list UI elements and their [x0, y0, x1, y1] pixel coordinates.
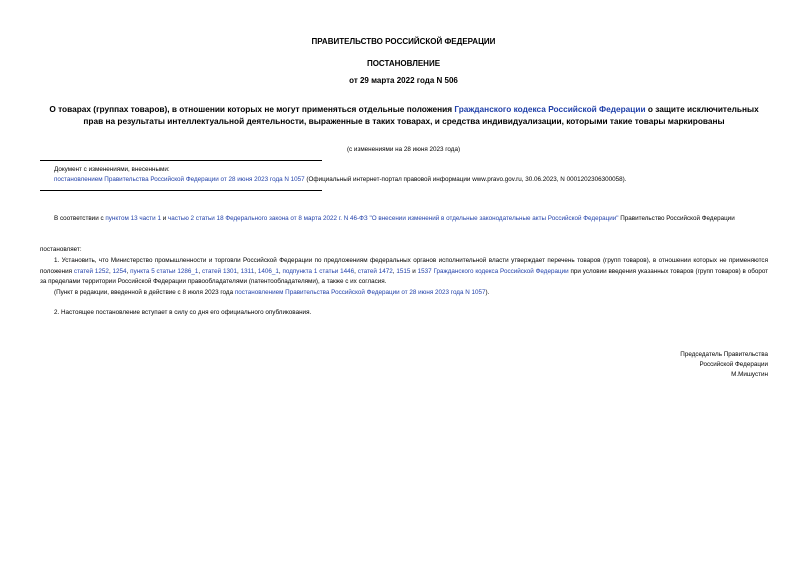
- item-text: 1. Установить, что Министерство промышленности и торговли Российской Федерации по предложениям федеральных органов исполнительной власти утверждает перечень товаров (групп товаров), в отношении которых не применяются положения: [40, 257, 768, 275]
- preamble-paragraph: [40, 214, 768, 225]
- item-1-edition-note: [40, 288, 768, 299]
- item-text: ,: [198, 267, 203, 275]
- preamble-text: Правительство Российской Федерации: [618, 215, 735, 222]
- amendment-link[interactable]: постановлением Правительства Российской Федерации от 28 июня 2023 года N 1057: [54, 176, 305, 183]
- signature-role-1: Председатель Правительства: [680, 351, 768, 358]
- item-text: ,: [254, 267, 258, 275]
- article-link[interactable]: статей 1472: [357, 267, 393, 275]
- article-link[interactable]: 1515: [396, 267, 411, 275]
- item-text: при условии введения указанных товаров (групп товаров) в оборот за пределами территории Российской Федерации правообладателями (патентообладателями), а также с их согласия.: [40, 267, 769, 285]
- article-link[interactable]: 1254: [112, 267, 127, 275]
- resolves-label: постановляет:: [40, 246, 82, 253]
- item-text: ,: [392, 267, 397, 275]
- article-link[interactable]: 1311: [240, 267, 255, 275]
- divider-bottom: [40, 190, 322, 191]
- signature-role-2: Российской Федерации: [699, 361, 768, 368]
- preamble-text: В соответствии с: [54, 215, 106, 222]
- item-text: ,: [237, 267, 241, 275]
- item-text: и: [410, 267, 418, 275]
- item-text: ,: [278, 267, 283, 275]
- article-link[interactable]: 1406_1: [257, 267, 279, 275]
- document-date-number: от 29 марта 2022 года N 506: [349, 76, 458, 85]
- changes-line: [54, 175, 774, 186]
- preamble-text: и: [160, 215, 168, 222]
- note-text: (Пункт в редакции, введенной в действие с 8 июля 2023 года: [54, 289, 235, 296]
- article-link[interactable]: статей 1301: [202, 267, 238, 275]
- item-2-paragraph: 2. Настоящее постановление вступает в силу со дня его официального опубликования.: [54, 309, 312, 316]
- document-title: [46, 103, 762, 127]
- federal-law-link[interactable]: частью 2 статьи 18 Федерального закона от 8 марта 2022 г. N 46-ФЗ "О внесении изменений в отдельные законодательные акты Российской Федерации": [167, 215, 619, 222]
- divider-top: [40, 160, 322, 161]
- document-type: ПОСТАНОВЛЕНИЕ: [366, 59, 441, 68]
- civil-code-link[interactable]: Гражданского кодекса Российской Федерации: [454, 104, 646, 114]
- amendment-link[interactable]: постановлением Правительства Российской Федерации от 28 июня 2023 года N 1057: [234, 289, 486, 296]
- government-heading: ПРАВИТЕЛЬСТВО РОССИЙСКОЙ ФЕДЕРАЦИИ: [311, 37, 496, 46]
- item-1-paragraph: [40, 256, 768, 288]
- article-link[interactable]: статей 1252: [73, 267, 109, 275]
- article-link[interactable]: пункта 5 статьи 1286_1: [130, 267, 199, 275]
- article-link[interactable]: подпункта 1 статьи 1446: [282, 267, 355, 275]
- revision-note: (с изменениями на 28 июня 2023 года): [346, 146, 461, 153]
- point-13-link[interactable]: пунктом 13 части 1: [105, 215, 161, 222]
- item-text: ,: [108, 267, 113, 275]
- note-text: ).: [485, 289, 490, 296]
- civil-code-article-link[interactable]: 1537 Гражданского кодекса Российской Федерации: [417, 267, 569, 275]
- title-text-2: о защите исключительных прав на результаты интеллектуальной деятельности, выраженные в таких товарах, и средства индивидуализации, которыми такие товары маркированы: [83, 104, 759, 126]
- title-text-1: О товарах (группах товаров), в отношении которых не могут применяться отдельные положения: [49, 104, 455, 114]
- item-text: ,: [354, 267, 358, 275]
- item-text: ,: [126, 267, 131, 275]
- publication-info: (Официальный интернет-портал правовой информации www.pravo.gov.ru, 30.06.2023, N 0001202306300058).: [304, 176, 627, 183]
- signature-name: М.Мишустин: [731, 371, 768, 378]
- changes-label: Документ с изменениями, внесенными:: [54, 166, 170, 173]
